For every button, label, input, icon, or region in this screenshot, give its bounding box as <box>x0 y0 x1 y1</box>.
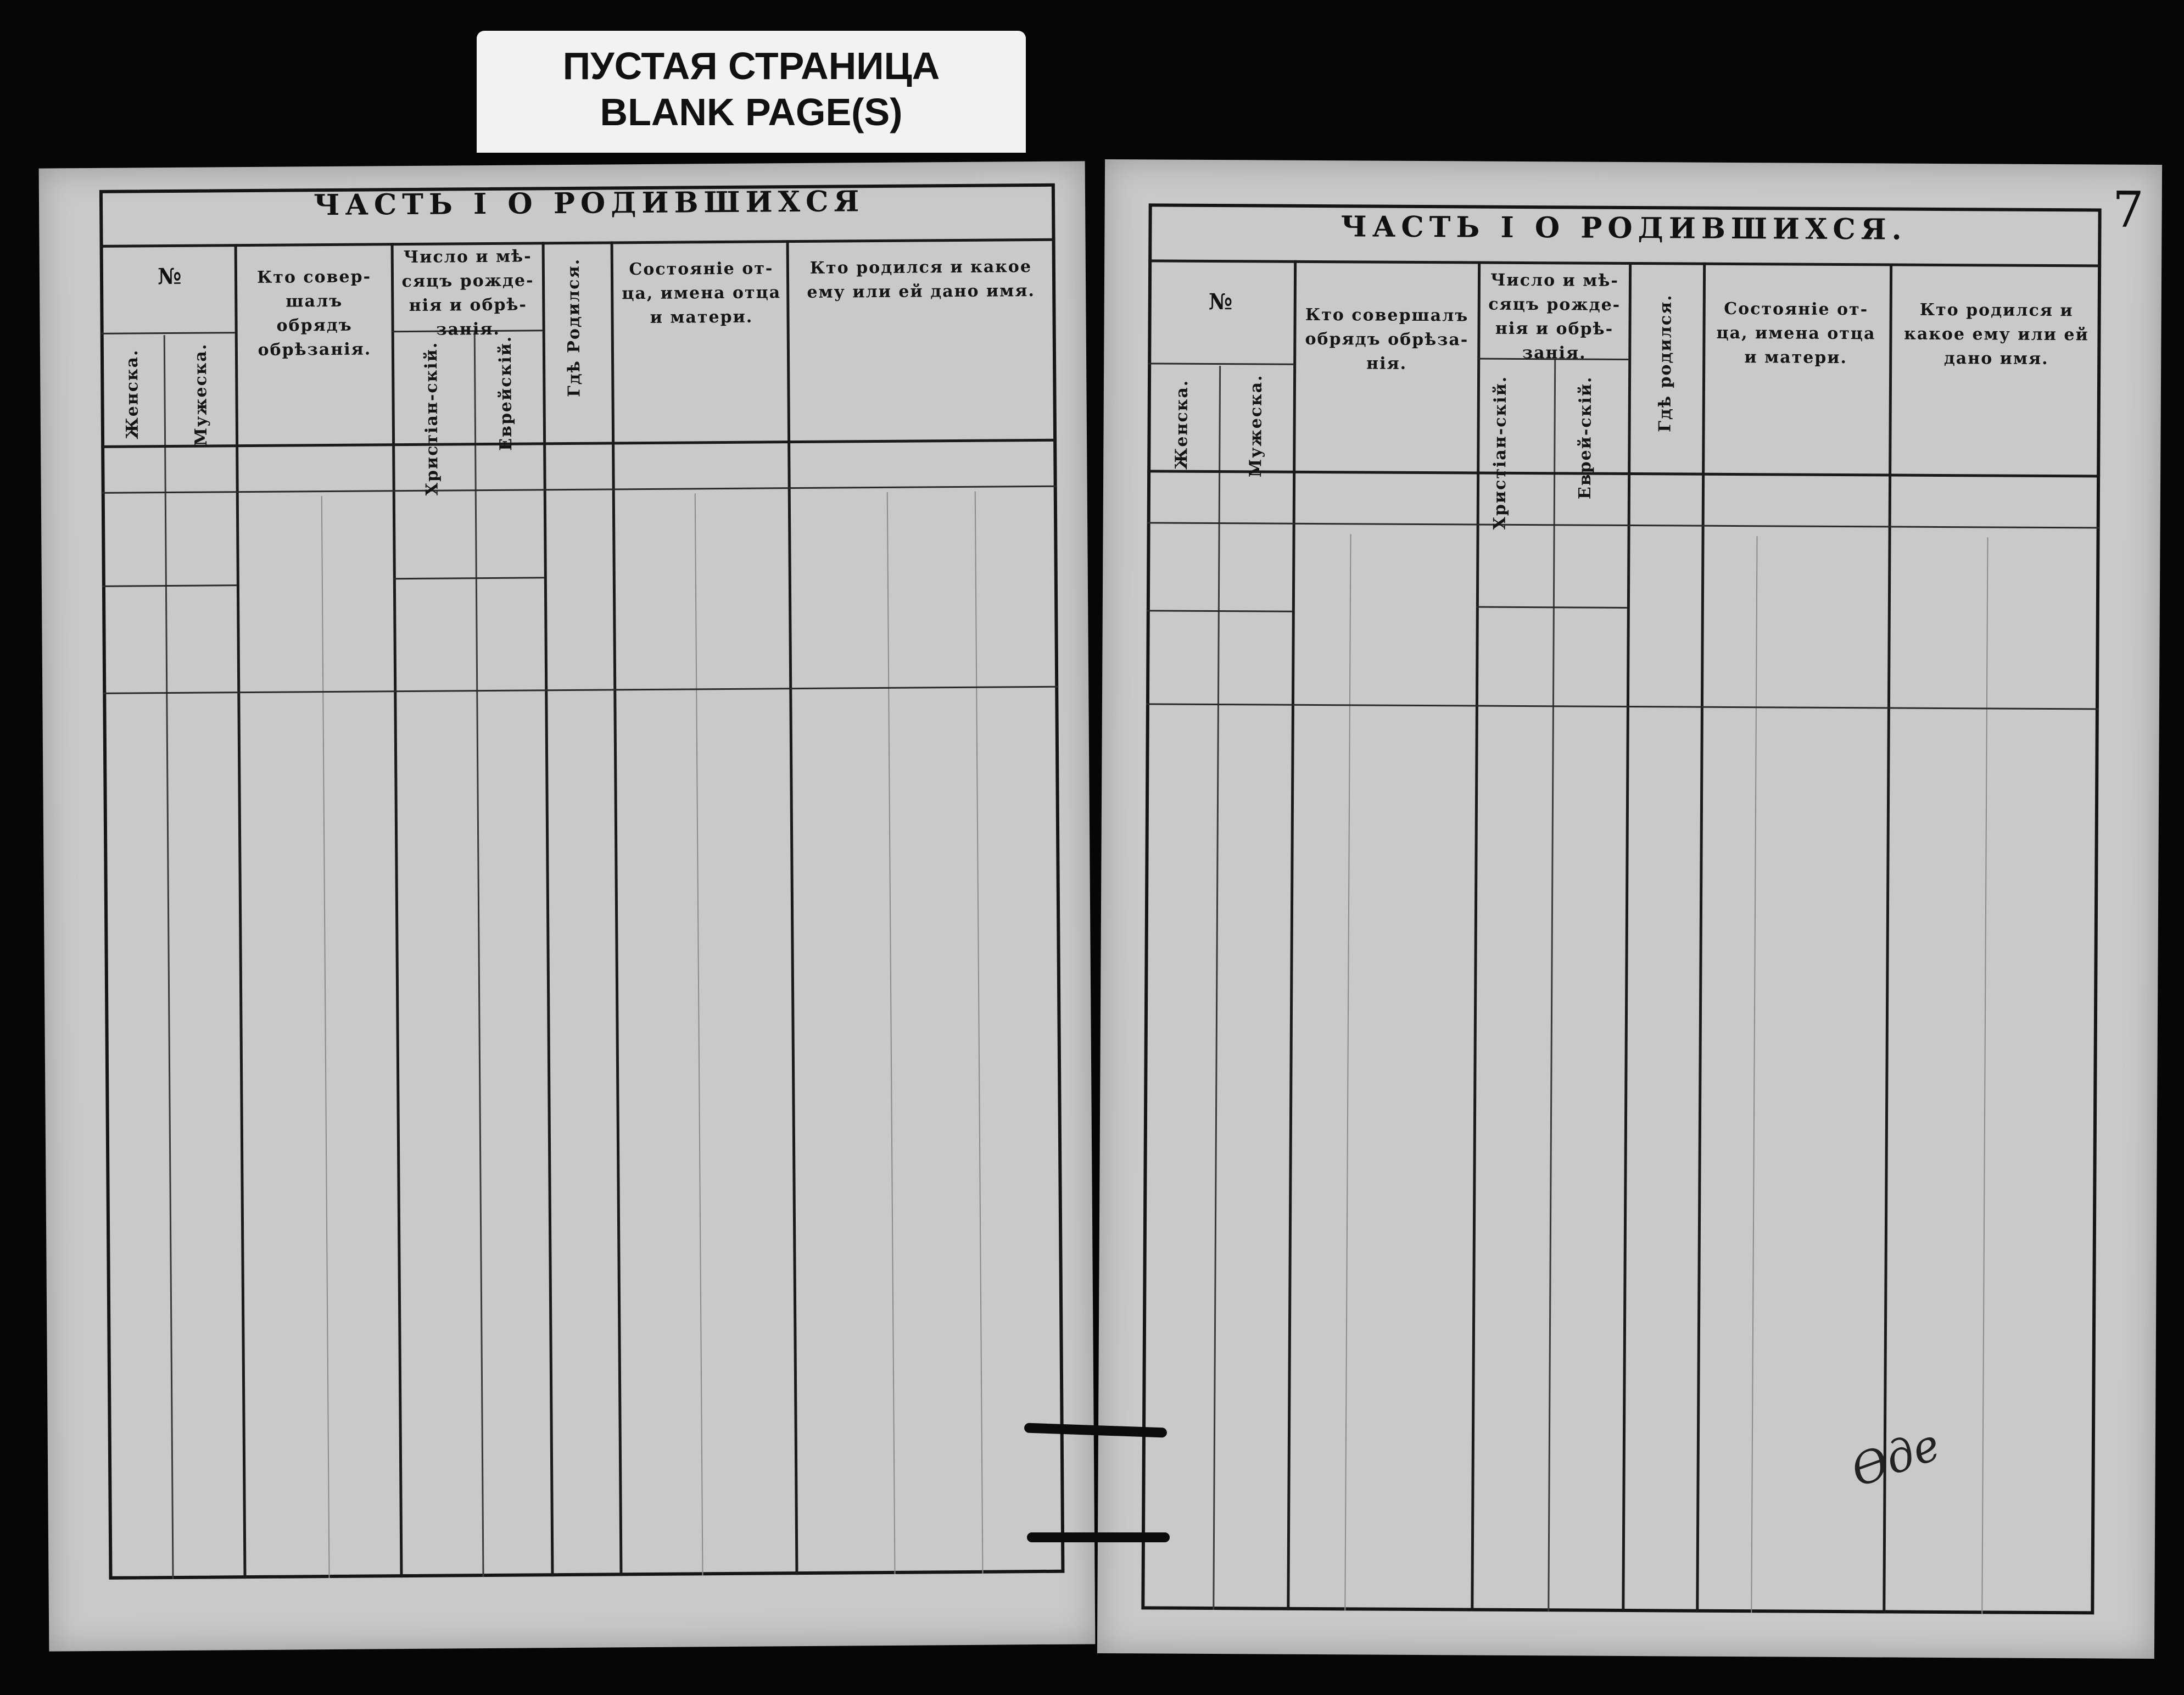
right-col-place: Гдѣ родился. <box>1655 294 1675 432</box>
right-col-jewish: Еврей-скiй. <box>1575 376 1596 500</box>
right-page-title: ЧАСТЬ I О РОДИВШИХСЯ. <box>1340 210 1907 247</box>
signature: Ѳде <box>1844 1418 1947 1497</box>
right-col-date: Число и мѣ-сяцъ рожде-нія и обрѣ-занія. <box>1488 270 1621 363</box>
left-col-place: Гдѣ Родился. <box>563 258 584 398</box>
right-col-female: Женска. <box>1172 379 1192 470</box>
right-col-child: Кто родился и какое ему или ей дано имя. <box>1904 300 2089 369</box>
right-col-performer: Кто совершалъ обрядъ обрѣза-нія. <box>1305 305 1469 373</box>
left-col-performer: Кто совер-шалъ обрядъ обрѣзанія. <box>256 267 372 360</box>
right-col-male: Мужеска. <box>1246 374 1266 478</box>
left-col-jewish: Еврейскiй. <box>495 335 516 451</box>
left-number-sign: № <box>157 263 182 290</box>
page-number: 7 <box>2112 181 2144 239</box>
right-table-frame <box>1141 203 2101 1614</box>
right-number-sign: № <box>1208 288 1233 315</box>
left-col-date: Число и мѣ-сяцъ рожде-нія и обрѣ-занія. <box>401 247 534 339</box>
left-page-title: ЧАСТЬ I О РОДИВШИХСЯ <box>313 185 865 222</box>
left-col-male: Мужеска. <box>191 343 211 447</box>
binding-thread <box>1027 1532 1170 1542</box>
left-col-female: Женска. <box>122 349 143 439</box>
right-col-christian: Христiан-скiй. <box>1490 375 1511 530</box>
left-col-child: Кто родился и какое ему или ей дано имя. <box>807 257 1036 302</box>
left-col-christian: Христiан-скiй. <box>421 341 442 496</box>
tab-label-russian: ПУСТАЯ СТРАНИЦА <box>562 44 940 87</box>
left-col-father: Состоянiе от-ца, имена отца и матери. <box>622 259 781 327</box>
left-page <box>39 161 1096 1651</box>
right-page <box>1097 159 2162 1659</box>
tab-label-english: BLANK PAGE(S) <box>600 91 903 133</box>
blank-page-tab <box>477 31 1026 153</box>
right-col-father: Состоянiе от-ца, имена отца и матери. <box>1716 299 1876 368</box>
